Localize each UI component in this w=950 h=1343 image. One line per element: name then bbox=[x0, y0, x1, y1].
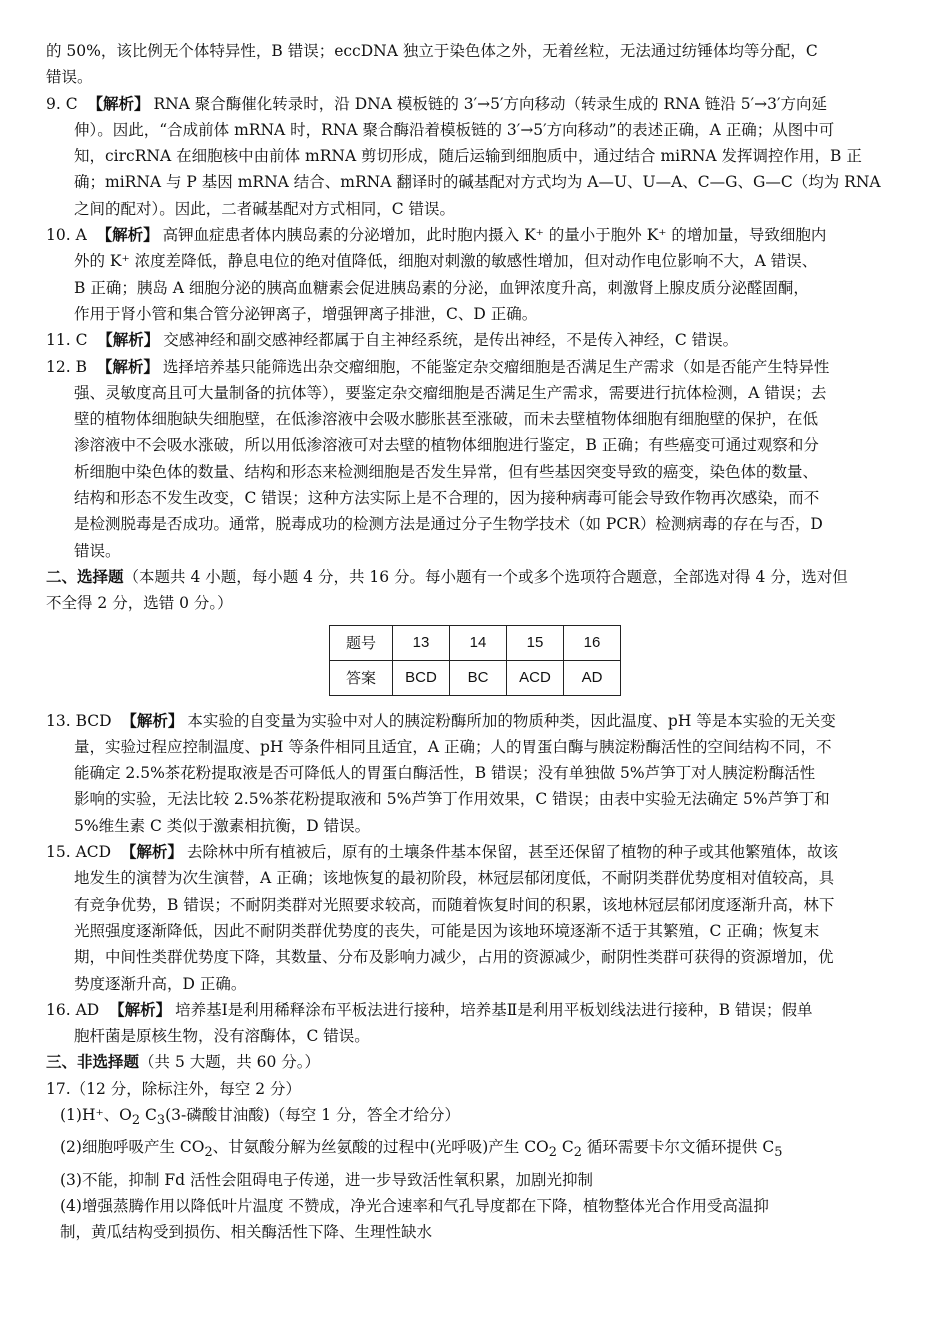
analysis-tag: 【解析】 bbox=[109, 999, 172, 1019]
answer-9-number: 9. C bbox=[46, 94, 78, 113]
answer-13-line: 影响的实验，无法比较 2.5%茶花粉提取液和 5%芦笋丁作用效果，C 错误；由表中实验无法确定 5%芦笋丁和 bbox=[74, 790, 830, 809]
answer-17-part-4-cont: 制，黄瓜结构受到损伤、相关酶活性下降、生理性缺水 bbox=[60, 1223, 433, 1242]
table-cell: 15 bbox=[507, 625, 564, 660]
answer-10 bbox=[46, 222, 904, 327]
answer-13-number: 13. BCD bbox=[46, 711, 112, 730]
answer-15-line: 期，中间性类群优势度下降，其数量、分布及影响力减少，占用的资源减少，耐阴性类群可获得的资源增加，优 bbox=[74, 948, 834, 967]
answer-16-number: 16. AD bbox=[46, 1000, 100, 1019]
section-3-note: （共 5 大题，共 60 分。） bbox=[139, 1053, 321, 1072]
answer-17-part-2 bbox=[46, 1134, 904, 1166]
subscript: 5 bbox=[774, 1145, 783, 1161]
answer-15-line: 去除林中所有植被后，原有的土壤条件基本保留，甚至还保留了植物的种子或其他繁殖体，故该 bbox=[186, 843, 838, 862]
analysis-tag: 【解析】 bbox=[96, 225, 159, 245]
answer-10-line: 高钾血症患者体内胰岛素的分泌增加，此时胞内摄入 K⁺ 的量小于胞外 K⁺ 的增加量，导致细胞内 bbox=[162, 226, 827, 245]
answer-11 bbox=[46, 327, 904, 353]
answer-9 bbox=[46, 91, 904, 222]
continued-line-1: 的 50%，该比例无个体特异性，B 错误；eccDNA 独立于染色体之外，无着丝粒，无法通过纺锤体均等分配，C bbox=[46, 42, 818, 60]
section-3-title: 三、非选择题 bbox=[46, 1052, 140, 1072]
table-cell: AD bbox=[564, 660, 621, 695]
section-2-note-cont: 不全得 2 分，选错 0 分。） bbox=[46, 594, 233, 613]
text-run: 、甘氨酸分解为丝氨酸的过程中(光呼吸)产生 CO bbox=[212, 1138, 549, 1157]
answer-15-number: 15. ACD bbox=[46, 843, 112, 862]
answer-15-line: 有竞争优势，B 错误；不耐阴类群对光照要求较高，而随着恢复时间的积累，该地林冠层郁闭度逐渐升高，林下 bbox=[74, 895, 835, 914]
text-run: C bbox=[140, 1105, 157, 1124]
answer-16 bbox=[46, 997, 904, 1050]
answer-15-line: 势度逐渐升高，D 正确。 bbox=[74, 974, 247, 993]
text-run: (3-磷酸甘油酸)（每空 1 分，答全才给分） bbox=[165, 1105, 461, 1124]
analysis-tag: 【解析】 bbox=[87, 93, 150, 113]
answer-10-number: 10. A bbox=[46, 226, 87, 245]
answer-table bbox=[329, 625, 621, 696]
analysis-tag: 【解析】 bbox=[120, 842, 183, 862]
answer-12-line: 析细胞中染色体的数量、结构和形态来检测细胞是否发生异常，但有些基因突变导致的癌变，染色体的数量、 bbox=[74, 462, 819, 481]
answer-13-line: 能确定 2.5%茶花粉提取液是否可降低人的胃蛋白酶活性，B 错误；没有单独做 5%芦笋丁对人胰淀粉酶活性 bbox=[74, 764, 816, 783]
answer-11-line: 交感神经和副交感神经都属于自主神经系统，是传出神经，不是传入神经，C 错误。 bbox=[163, 331, 739, 350]
answer-13 bbox=[46, 708, 904, 839]
text-run: 循环需要卡尔文循环提供 C bbox=[582, 1138, 775, 1157]
table-cell: BC bbox=[450, 660, 507, 695]
subscript: 2 bbox=[548, 1145, 557, 1161]
answer-12-number: 12. B bbox=[46, 357, 87, 376]
analysis-tag: 【解析】 bbox=[97, 330, 160, 350]
text-run: C bbox=[556, 1138, 574, 1157]
answer-10-line: B 正确；胰岛 A 细胞分泌的胰高血糖素会促进胰岛素的分泌，血钾浓度升高，刺激肾上腺皮质分泌醛固酮， bbox=[74, 278, 809, 297]
answer-12-line: 渗溶液中不会吸水涨破，所以用低渗溶液可对去壁的植物体细胞进行鉴定，B 正确；有些癌变可通过观察和分 bbox=[74, 436, 819, 455]
answer-17 bbox=[46, 1076, 904, 1246]
answer-11-number: 11. C bbox=[46, 331, 88, 350]
section-2-title: 二、选择题 bbox=[46, 566, 124, 586]
table-cell: 答案 bbox=[330, 660, 393, 695]
answer-12-line: 结构和形态不发生改变，C 错误；这种方法实际上是不合理的，因为接种病毒可能会导致作物再次感染，而不 bbox=[74, 489, 820, 508]
table-cell: 13 bbox=[393, 625, 450, 660]
answer-15 bbox=[46, 839, 904, 997]
answer-15-line: 地发生的演替为次生演替，A 正确；该地恢复的最初阶段，林冠层郁闭度低，不耐阴类群优势度相对值较高，具 bbox=[74, 869, 835, 888]
answer-17-part-3: (3)不能，抑制 Fd 活性会阻碍电子传递，进一步导致活性氧积累，加剧光抑制 bbox=[60, 1170, 593, 1189]
answer-9-line: 知，circRNA 在细胞核中由前体 mRNA 剪切形成，随后运输到细胞质中，通过结合 miRNA 发挥调控作用，B 正 bbox=[74, 147, 862, 166]
answer-12 bbox=[46, 354, 904, 564]
subscript: 2 bbox=[204, 1145, 213, 1161]
section-2-heading bbox=[46, 564, 904, 617]
answer-15-line: 光照强度逐渐降低，因此不耐阴类群优势度的丧失，可能是因为该地环境逐渐不适于其繁殖，C 正确；恢复末 bbox=[74, 921, 820, 940]
answer-17-part-4: (4)增强蒸腾作用以降低叶片温度 不赞成，净光合速率和气孔导度都在下降，植物整体光合作用受高温抑 bbox=[60, 1197, 769, 1216]
table-row bbox=[330, 625, 621, 660]
table-cell: 14 bbox=[450, 625, 507, 660]
answer-13-line: 5%维生素 C 类似于激素相抗衡，D 错误。 bbox=[74, 816, 371, 835]
analysis-tag: 【解析】 bbox=[121, 710, 184, 730]
answer-13-line: 本实验的自变量为实验中对人的胰淀粉酶所加的物质种类，因此温度、pH 等是本实验的无关变 bbox=[187, 711, 836, 730]
answer-12-line: 壁的植物体细胞缺失细胞壁，在低渗溶液中会吸水膨胀甚至涨破，而未去壁植物体细胞有细胞壁的保护，在低 bbox=[74, 410, 819, 429]
table-cell: ACD bbox=[507, 660, 564, 695]
answer-9-line: 之间的配对）。因此，二者碱基配对方式相同，C 错误。 bbox=[74, 199, 456, 218]
text-run: (2)细胞呼吸产生 CO bbox=[60, 1138, 205, 1157]
answer-12-line: 选择培养基只能筛选出杂交瘤细胞，不能鉴定杂交瘤细胞是否满足生产需求（如是否能产生特异性 bbox=[162, 357, 830, 376]
answer-13-line: 量，实验过程应控制温度、pH 等条件相同且适宜，A 正确；人的胃蛋白酶与胰淀粉酶活性的空间结构不同，不 bbox=[74, 737, 832, 756]
table-cell: 题号 bbox=[330, 625, 393, 660]
table-row bbox=[330, 660, 621, 695]
text-run: (1)H⁺、O bbox=[60, 1105, 132, 1124]
answer-9-line: 伸）。因此，“合成前体 mRNA 时，RNA 聚合酶沿着模板链的 3′→5′方向移动”的表述正确，A 正确；从图中可 bbox=[74, 120, 835, 139]
answer-16-line: 胞杆菌是原核生物，没有溶酶体，C 错误。 bbox=[74, 1027, 370, 1046]
answer-9-line: RNA 聚合酶催化转录时，沿 DNA 模板链的 3′→5′方向移动（转录生成的 RNA 链沿 5′→3′方向延 bbox=[153, 94, 827, 113]
answer-17-head: 17.（12 分，除标注外，每空 2 分） bbox=[46, 1079, 302, 1098]
subscript: 3 bbox=[156, 1113, 166, 1129]
answer-16-line: 培养基Ⅰ是利用稀释涂布平板法进行接种，培养基Ⅱ是利用平板划线法进行接种，B 错误；假单 bbox=[175, 1000, 813, 1019]
subscript: 2 bbox=[131, 1113, 141, 1129]
answer-17-part-1 bbox=[46, 1102, 904, 1134]
table-cell: 16 bbox=[564, 625, 621, 660]
table-cell: BCD bbox=[393, 660, 450, 695]
section-3-heading bbox=[46, 1049, 904, 1075]
answer-9-line: 确；miRNA 与 P 基因 mRNA 结合、mRNA 翻译时的碱基配对方式均为 A—U、U—A、C—G、G—C（均为 RNA bbox=[74, 173, 881, 192]
answer-10-line: 作用于肾小管和集合管分泌钾离子，增强钾离子排泄，C、D 正确。 bbox=[74, 304, 538, 323]
analysis-tag: 【解析】 bbox=[96, 356, 159, 376]
continued-line-2: 错误。 bbox=[46, 68, 93, 87]
answer-12-line: 是检测脱毒是否成功。通常，脱毒成功的检测方法是通过分子生物学技术（如 PCR）检测病毒的存在与否，D bbox=[74, 515, 823, 534]
answer-10-line: 外的 K⁺ 浓度差降低，静息电位的绝对值降低，细胞对刺激的敏感性增加，但对动作电位影响不大，A 错误、 bbox=[74, 252, 818, 271]
answer-12-line: 错误。 bbox=[74, 541, 121, 560]
section-2-note: （本题共 4 小题，每小题 4 分，共 16 分。每小题有一个或多个选项符合题意，全部选对得 4 分，选对但 bbox=[123, 567, 848, 586]
answer-12-line: 强、灵敏度高且可大量制备的抗体等），要鉴定杂交瘤细胞是否满足生产需求，需要进行抗体检测，A 错误；去 bbox=[74, 383, 827, 402]
subscript: 2 bbox=[573, 1145, 582, 1161]
